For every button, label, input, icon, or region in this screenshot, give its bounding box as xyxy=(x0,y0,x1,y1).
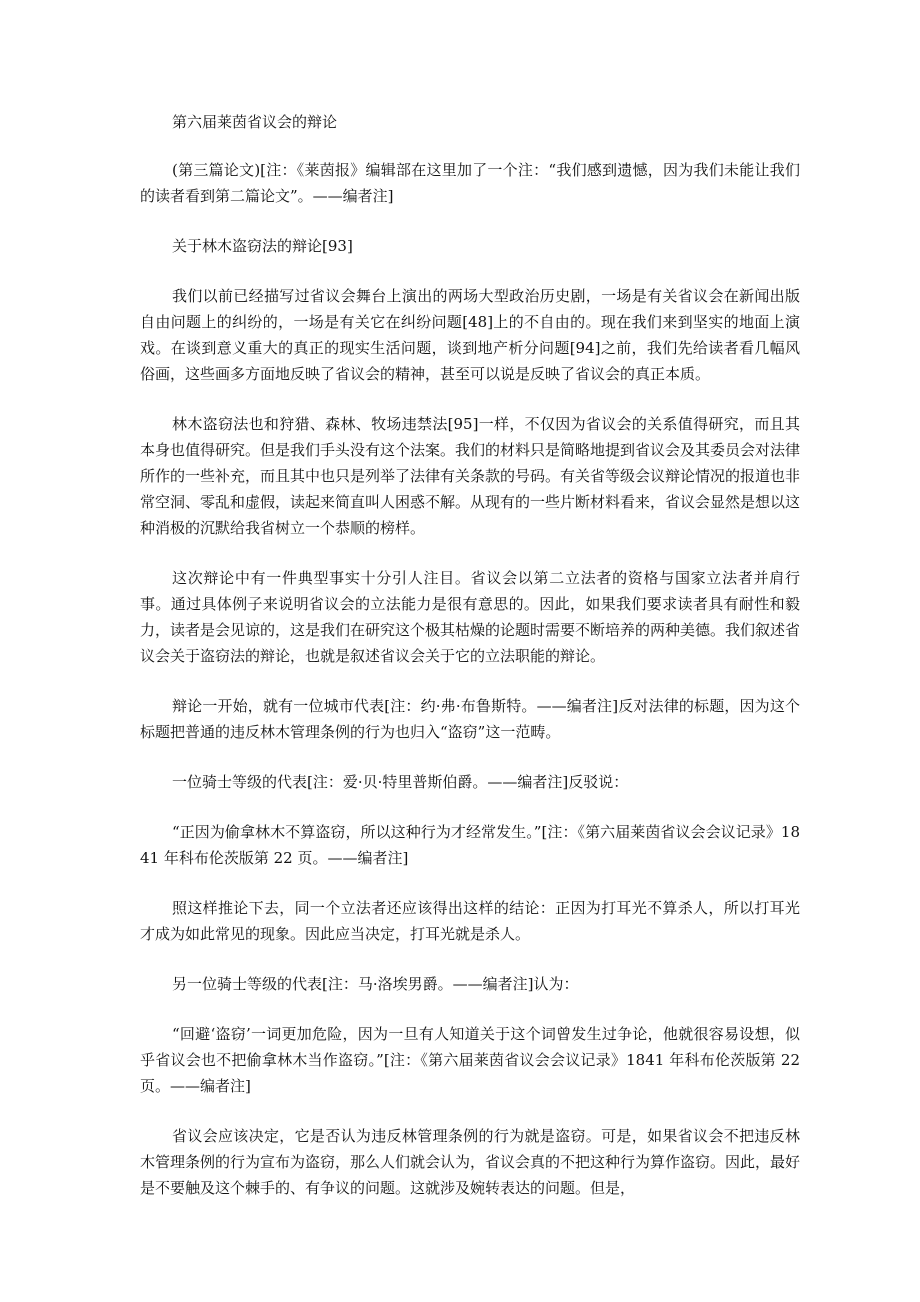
paragraph-4: 林木盗窃法也和狩猎、森林、牧场违禁法[95]一样，不仅因为省议会的关系值得研究，而且其本身也值得研究。但是我们手头没有这个法案。我们的材料只是简略地提到省议会及其委员会对法律所作的一些补充，而且其中也只是列举了法律有关条款的号码。有关省等级会议辩论情况的报道也非常空洞、零乱和虚假，读起来简直叫人困惑不解。从现有的一些片断材料看来，省议会显然是想以这种消极的沉默给我省树立一个恭顺的榜样。 xyxy=(140,415,801,537)
paragraph-2: 关于林木盗窃法的辩论[93] xyxy=(172,237,353,255)
paragraph-3: 我们以前已经描写过省议会舞台上演出的两场大型政治历史剧，一场是有关省议会在新闻出版自由问题上的纠纷的，一场是有关它在纠纷问题[48]上的不自由的。现在我们来到坚实的地面上演戏。在谈到意义重大的真正的现实生活问题，谈到地产析分问题[94]之前，我们先给读者看几幅风俗画，这些画多方面地反映了省议会的精神，甚至可以说是反映了省议会的真正本质。 xyxy=(140,287,800,383)
paragraph-8: “正因为偷拿林木不算盗窃，所以这种行为才经常发生。”[注：《第六届莱茵省议会会议记录》1841 年科布伦茨版第 22 页。——编者注] xyxy=(140,823,800,867)
paragraph-10: 另一位骑士等级的代表[注：马·洛埃男爵。——编者注]认为： xyxy=(172,975,579,993)
paragraph-7: 一位骑士等级的代表[注：爱·贝·特里普斯伯爵。——编者注]反驳说： xyxy=(172,773,629,791)
document-title: 第六届莱茵省议会的辩论 xyxy=(172,113,338,131)
document-body xyxy=(140,109,800,1225)
paragraph-12: 省议会应该决定，它是否认为违反林管理条例的行为就是盗窃。可是，如果省议会不把违反林木管理条例的行为宣布为盗窃，那么人们就会认为，省议会真的不把这种行为算作盗窃。因此，最好是不要触及这个棘手的、有争议的问题。这就涉及婉转表达的问题。但是， xyxy=(140,1127,801,1197)
paragraph-5: 这次辩论中有一件典型事实十分引人注目。省议会以第二立法者的资格与国家立法者并肩行事。通过具体例子来说明省议会的立法能力是很有意思的。因此，如果我们要求读者具有耐性和毅力，读者是会见谅的，这是我们在研究这个极其枯燥的论题时需要不断培养的两种美德。我们叙述省议会关于盗窃法的辩论，也就是叙述省议会关于它的立法职能的辩论。 xyxy=(140,569,801,665)
paragraph-11: “回避‘盗窃’一词更加危险，因为一旦有人知道关于这个词曾发生过争论，他就很容易设想，似乎省议会也不把偷拿林木当作盗窃。”[注：《第六届莱茵省议会会议记录》1841 年科布伦茨版第 22 页。——编者注] xyxy=(140,1025,800,1095)
paragraph-1: (第三篇论文)[注：《莱茵报》编辑部在这里加了一个注：“我们感到遗憾，因为我们未能让我们的读者看到第二篇论文”。——编者注] xyxy=(140,161,800,205)
paragraph-6: 辩论一开始，就有一位城市代表[注：约·弗·布鲁斯特。——编者注]反对法律的标题，因为这个标题把普通的违反林木管理条例的行为也归入“盗窃”这一范畴。 xyxy=(140,697,800,741)
paragraph-9: 照这样推论下去，同一个立法者还应该得出这样的结论：正因为打耳光不算杀人，所以打耳光才成为如此常见的现象。因此应当决定，打耳光就是杀人。 xyxy=(140,899,800,943)
